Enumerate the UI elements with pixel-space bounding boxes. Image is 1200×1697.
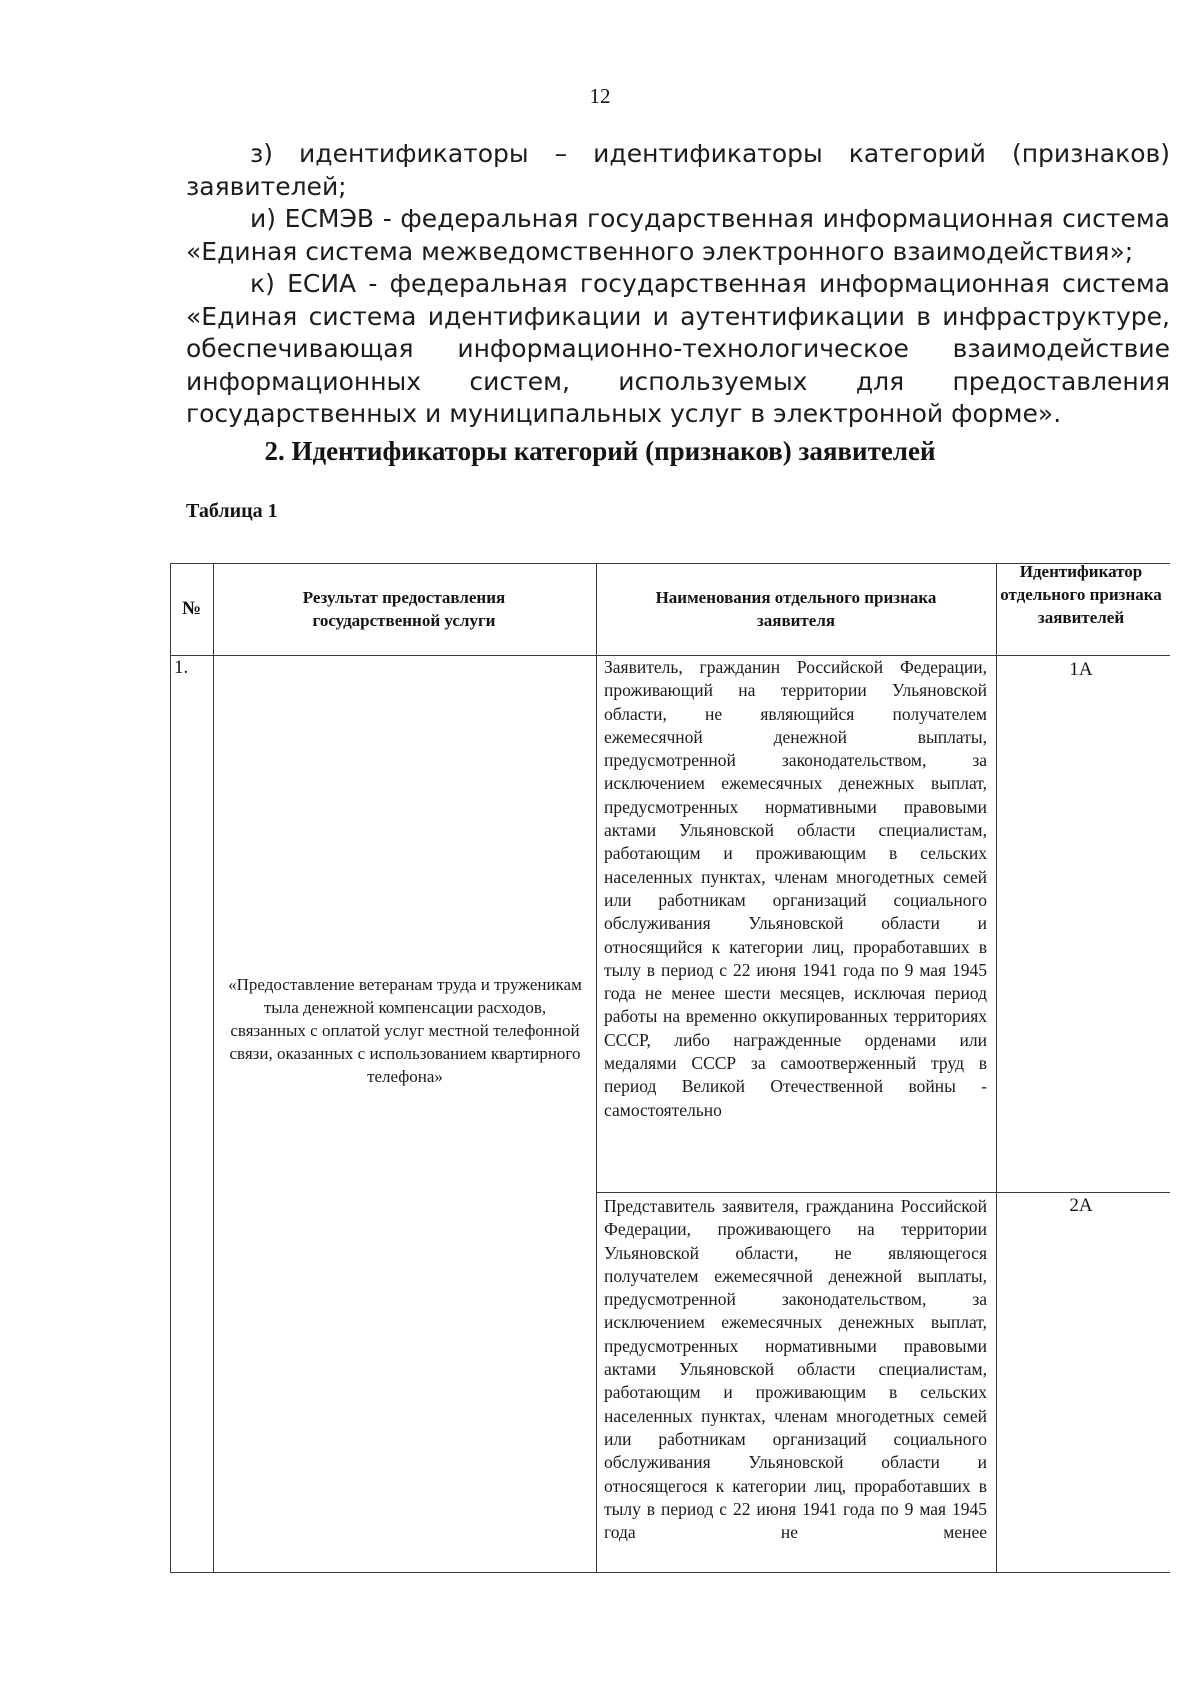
header-result: Результат предоставления государственной услуги [302,588,506,630]
service-result: «Предоставление ветеранам труда и труженикам тыла денежной компенсации расходов, связанных с оплатой услуг местной телефонной связи, оказанных с использованием квартирного телефона» [228,975,582,1086]
section-heading: 2. Идентификаторы категорий (признаков) заявителей [264,436,936,466]
definition-z: з) идентификаторы – идентификаторы категорий (признаков) заявителей; [186,139,1170,201]
table-bottom-border [170,1572,1170,1573]
page-number: 12 [589,84,611,108]
header-identifier: Идентификатор отдельного признака заявителей [1000,562,1162,627]
column-divider-1 [213,563,214,1573]
identifier-1a: 1А [1069,659,1093,680]
definition-k: к) ЕСИА - федеральная государственная информационная система «Единая система идентификации и аутентификации в инфраструктуре, обеспечивающая информационно-технологическое взаимодействие информационных систем, используемых для предоставления государственных и муниципальных услуг в электронной форме». [186,269,1170,428]
attribute-description-1a: Заявитель, гражданин Российской Федерации, проживающий на территории Ульяновской области, не являющийся получателем ежемесячной денежной выплаты, предусмотренной законодательством, за исключением ежемесячных денежных выплат, предусмотренных нормативными правовыми актами Ульяновской области специалистам, работающим и проживающим в сельских населенных пунктах, членам многодетных семей или работникам организаций социального обслуживания Ульяновской области и относящийся к категории лиц, проработавших в тылу в период с 22 июня 1941 года по 9 мая 1945 года не менее шести месяцев, исключая период работы на временно оккупированных территориях СССР, либо награжденные орденами или медалями СССР за самоотверженный труд в период Великой Отечественной войны - самостоятельно [604,657,987,1120]
header-number: № [181,598,202,619]
definitions-list [186,138,1170,431]
identifier-2a: 2А [1069,1195,1093,1216]
definition-i: и) ЕСМЭВ - федеральная государственная информационная система «Единая система межведомственного электронного взаимодействия»; [186,204,1170,266]
row-number: 1. [174,657,189,678]
column-divider-2 [596,563,597,1573]
table-left-border [170,563,171,1573]
header-attribute-name: Наименования отдельного признака заявителя [655,588,937,630]
row-divider [596,1192,1170,1193]
identifiers-table [170,563,1170,1573]
table-caption: Таблица 1 [186,500,278,522]
column-divider-3 [996,563,997,1573]
attribute-description-2a: Представитель заявителя, гражданина Российской Федерации, проживающего на территории Ульяновской области, не являющегося получателем ежемесячной денежной выплаты, предусмотренной законодательством, за исключением ежемесячных денежных выплат, предусмотренных нормативными правовыми актами Ульяновской области специалистам, работающим и проживающим в сельских населенных пунктах, членам многодетных семей или работникам организаций социального обслуживания Ульяновской области и относящегося к категории лиц, проработавших в тылу в период с 22 июня 1941 года по 9 мая 1945 года не менее [604,1196,987,1543]
